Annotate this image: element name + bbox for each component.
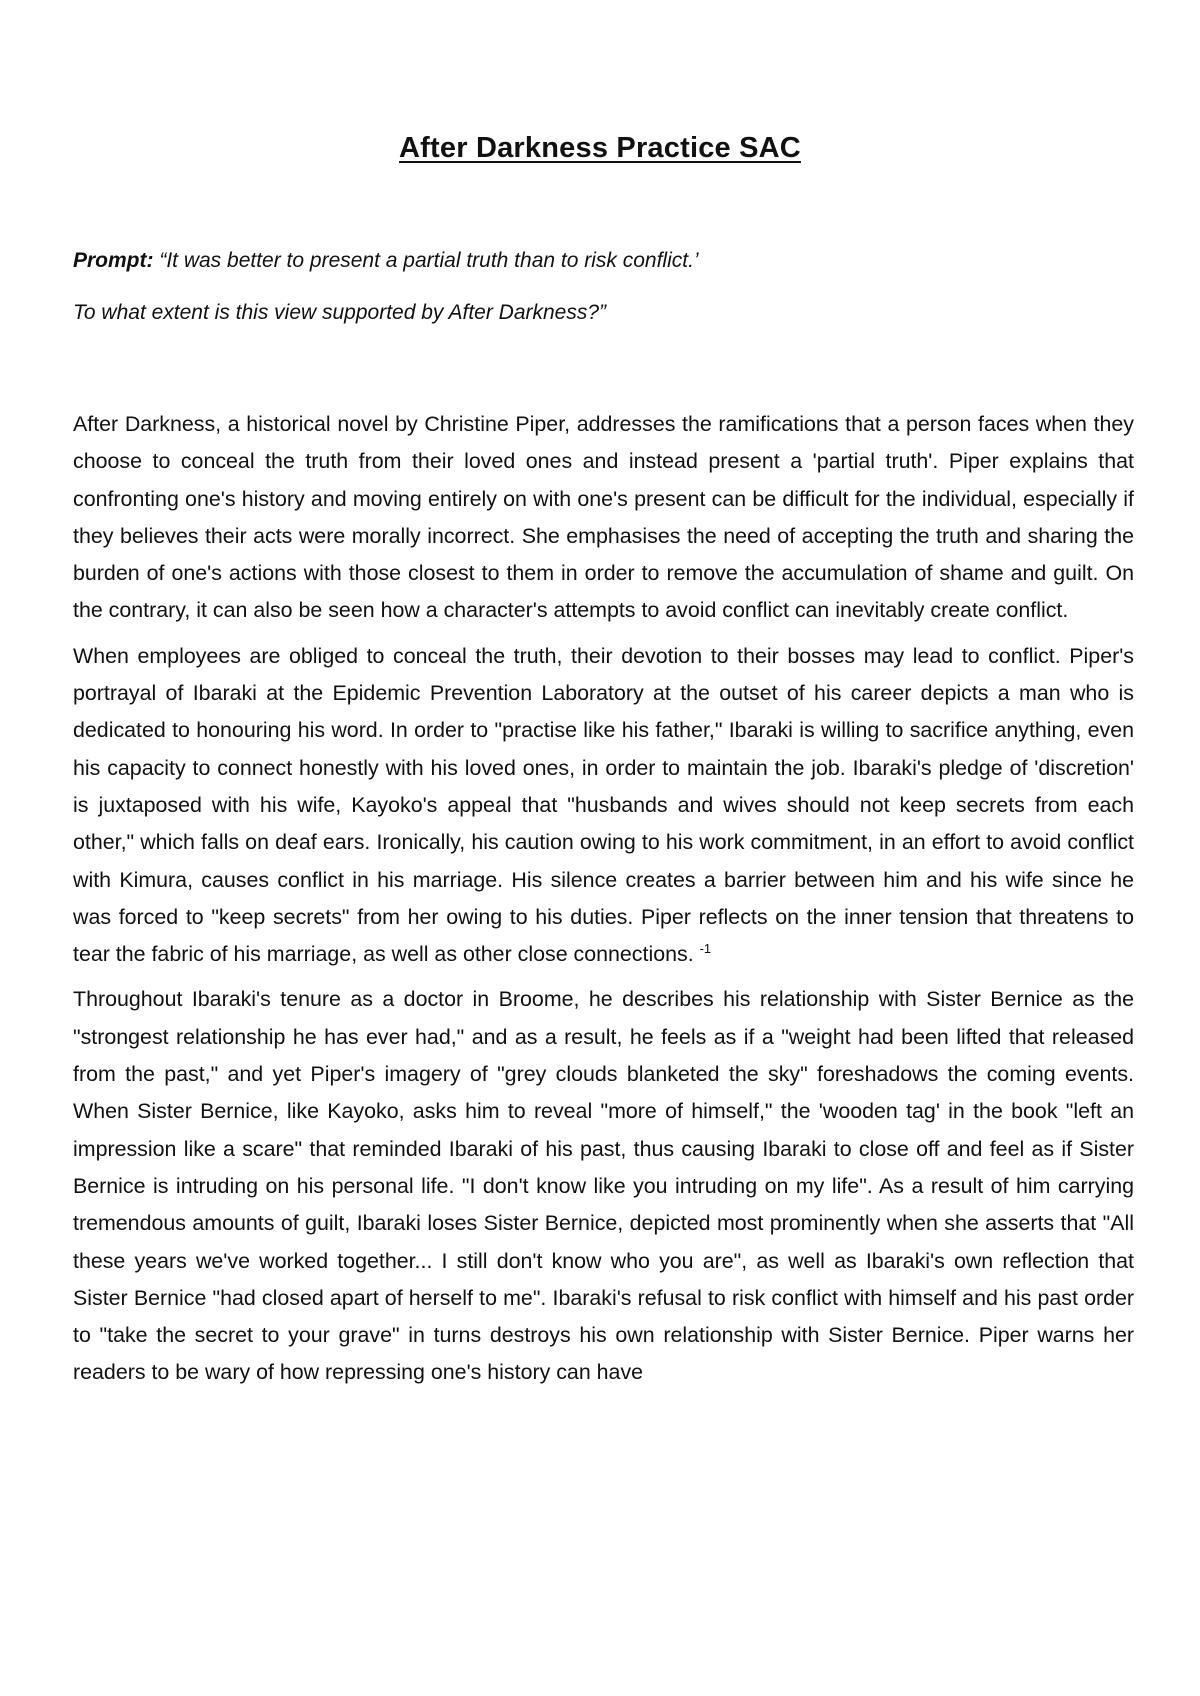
paragraph-body-2: Throughout Ibaraki's tenure as a doctor in Broome, he describes his relationship with Sister Bernice as the "strongest relationship he has ever had," and as a result, he feels as if a "weight had been lifted that released from the past," and yet Piper's imagery of "grey clouds blanketed the sky" foreshadows the coming events. When Sister Bernice, like Kayoko, asks him to reveal "more of himself," the 'wooden tag' in the book "left an impression like a scare" that reminded Ibaraki of his past, thus causing Ibaraki to close off and feel as if Sister Bernice is intruding on his personal life. "I don't know like you intruding on my life". As a result of him carrying tremendous amounts of guilt, Ibaraki loses Sister Bernice, depicted most prominently when she asserts that "All these years we've worked together... I still don't know who you are", as well as Ibaraki's own reflection that Sister Bernice "had closed apart of herself to me". Ibaraki's refusal to risk conflict with himself and his past order to "take the secret to your grave" in turns destroys his own relationship with Sister Bernice. Piper warns her readers to be wary of how repressing one's history can have (73, 987, 1134, 1385)
footnote-marker: -1 (699, 941, 712, 957)
essay-body (73, 406, 1134, 1392)
prompt-line-1 (73, 246, 1133, 276)
essay-prompt (73, 246, 1133, 350)
paragraph-body-1 (73, 638, 1134, 974)
document-title: After Darkness Practice SAC (399, 132, 801, 164)
prompt-quote: “It was better to present a partial truth than to risk conflict.’ (159, 249, 699, 272)
paragraph-introduction: After Darkness, a historical novel by Christine Piper, addresses the ramifications that a person faces when they choose to conceal the truth from their loved ones and instead present a 'partial truth'. Piper explains that confronting one's history and moving entirely on with one's present can be difficult for the individual, especially if they believes their acts were morally incorrect. She emphasises the need of accepting the truth and sharing the burden of one's actions with those closest to them in order to remove the accumulation of shame and guilt. On the contrary, it can also be seen how a character's attempts to avoid conflict can inevitably create conflict. (73, 412, 1134, 623)
prompt-line-2: To what extent is this view supported by After Darkness?” (73, 301, 607, 324)
paragraph-body-1-text: When employees are obliged to conceal the truth, their devotion to their bosses may lead to conflict. Piper's portrayal of Ibaraki at the Epidemic Prevention Laboratory at the outset of his career depicts a man who is dedicated to honouring his word. In order to "practise like his father," Ibaraki is willing to sacrifice anything, even his capacity to connect honestly with his loved ones, in order to maintain the job. Ibaraki's pledge of 'discretion' is juxtaposed with his wife, Kayoko's appeal that "husbands and wives should not keep secrets from each other," which falls on deaf ears. Ironically, his caution owing to his work commitment, in an effort to avoid conflict with Kimura, causes conflict in his marriage. His silence creates a barrier between him and his wife since he was forced to "keep secrets" from her owing to his duties. Piper reflects on the inner tension that threatens to tear the fabric of his marriage, as well as other close connections. (73, 643, 1134, 967)
prompt-label: Prompt: (73, 249, 154, 272)
